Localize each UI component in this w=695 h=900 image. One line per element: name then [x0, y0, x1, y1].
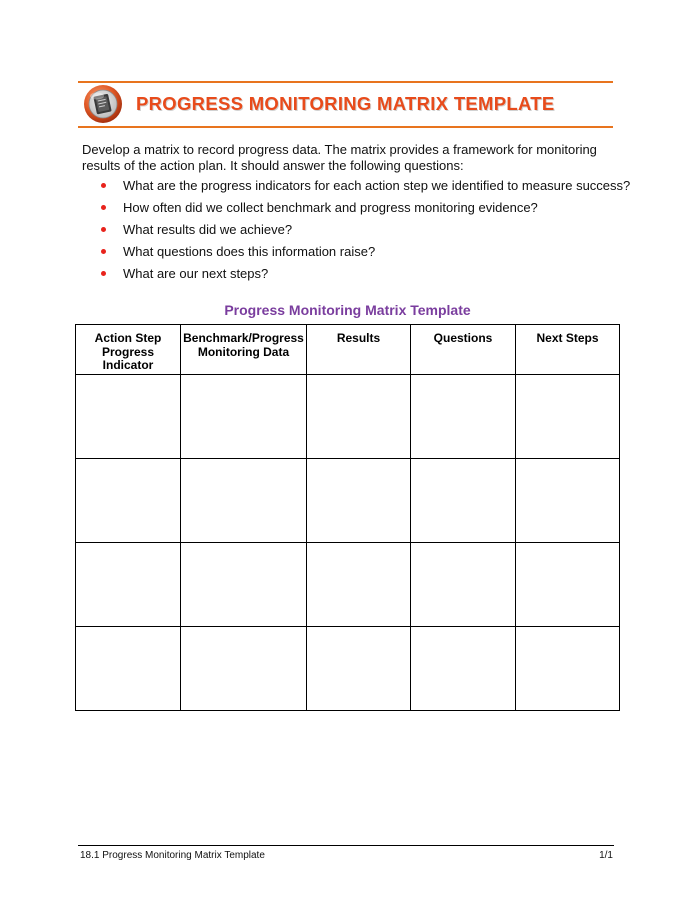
table-cell[interactable]	[516, 375, 620, 459]
table-cell[interactable]	[411, 627, 516, 711]
list-item-text: How often did we collect benchmark and progress monitoring evidence?	[123, 200, 538, 215]
question-list	[99, 178, 630, 288]
table-cell[interactable]	[76, 543, 181, 627]
table-cell[interactable]	[181, 543, 307, 627]
column-header-questions: Questions	[411, 325, 516, 375]
list-item	[99, 178, 630, 200]
table-cell[interactable]	[411, 459, 516, 543]
list-item-text: What are our next steps?	[123, 266, 269, 281]
table-cell[interactable]	[516, 543, 620, 627]
table-row	[76, 627, 620, 711]
table-cell[interactable]	[307, 543, 411, 627]
bullet-icon	[101, 227, 106, 232]
list-item-text: What questions does this information raise?	[123, 244, 376, 259]
header-bottom-rule	[78, 126, 613, 128]
column-header-results: Results	[307, 325, 411, 375]
list-item	[99, 222, 630, 244]
table-cell[interactable]	[307, 459, 411, 543]
footer-document-title: 18.1 Progress Monitoring Matrix Template	[80, 850, 265, 861]
document-badge-icon	[83, 84, 123, 124]
table-row	[76, 543, 620, 627]
table-cell[interactable]	[307, 375, 411, 459]
bullet-icon	[101, 205, 106, 210]
table-cell[interactable]	[181, 627, 307, 711]
list-item	[99, 200, 630, 222]
progress-matrix-table	[75, 324, 620, 711]
header-top-rule	[78, 81, 613, 83]
footer-rule	[78, 845, 614, 846]
column-header-action-step: Action Step Progress Indicator	[76, 325, 181, 375]
bullet-icon	[101, 271, 106, 276]
list-item	[99, 266, 630, 288]
table-row	[76, 375, 620, 459]
list-item-text: What results did we achieve?	[123, 222, 293, 237]
bullet-icon	[101, 249, 106, 254]
table-header-row	[76, 325, 620, 375]
column-header-benchmark: Benchmark/Progress Monitoring Data	[181, 325, 307, 375]
table-cell[interactable]	[76, 627, 181, 711]
table-title: Progress Monitoring Matrix Template	[224, 302, 471, 318]
table-cell[interactable]	[307, 627, 411, 711]
table-row	[76, 459, 620, 543]
table-cell[interactable]	[411, 543, 516, 627]
table-cell[interactable]	[516, 627, 620, 711]
table-cell[interactable]	[181, 459, 307, 543]
list-item-text: What are the progress indicators for each action step we identified to measure success?	[123, 178, 631, 193]
footer-page-number: 1/1	[599, 850, 613, 861]
intro-paragraph: Develop a matrix to record progress data. The matrix provides a framework for monitoring results of the action plan. It should answer the following questions:	[82, 142, 597, 173]
page-title: PROGRESS MONITORING MATRIX TEMPLATE	[136, 93, 555, 114]
table-cell[interactable]	[411, 375, 516, 459]
table-cell[interactable]	[181, 375, 307, 459]
table-cell[interactable]	[516, 459, 620, 543]
bullet-icon	[101, 183, 106, 188]
table-cell[interactable]	[76, 459, 181, 543]
column-header-next-steps: Next Steps	[516, 325, 620, 375]
table-cell[interactable]	[76, 375, 181, 459]
list-item	[99, 244, 630, 266]
